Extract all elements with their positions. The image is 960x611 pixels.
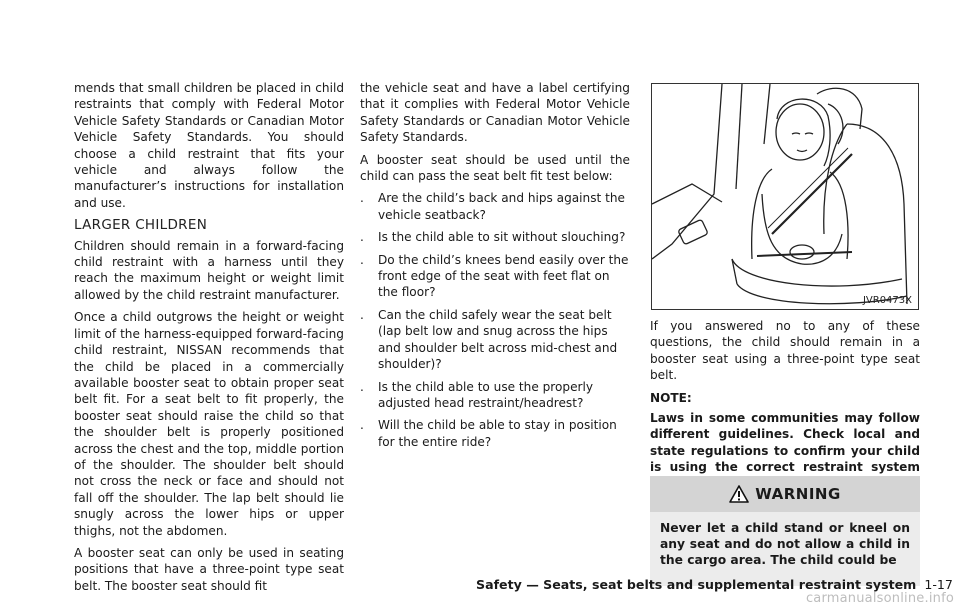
child-in-seat-drawing bbox=[652, 84, 918, 309]
warning-text: Never let a child stand or kneel on any seat and do not allow a child in the cargo area. The child could be bbox=[650, 512, 920, 586]
section-heading: LARGER CHILDREN bbox=[74, 217, 208, 234]
bullet-mark: . bbox=[360, 418, 364, 433]
list-item bbox=[360, 307, 630, 373]
bullet-mark: . bbox=[360, 191, 364, 206]
note-label: NOTE: bbox=[650, 390, 692, 405]
paragraph: the vehicle seat and have a label certifying that it complies with Federal Motor Vehicle Safety Standards or Canadian Motor Vehicle Safety Standards. bbox=[360, 81, 630, 145]
footer-section: Safety — Seats, seat belts and supplemental restraint system bbox=[476, 577, 917, 592]
warning-header bbox=[650, 476, 920, 512]
paragraph: mends that small children be placed in child restraints that comply with Federal Motor Vehicle Safety Standards or Canadian Motor Vehicle Safety Standards. You should choose a child restraint that fits your vehicle and always follow the manufacturer’s instructions for installation and use. bbox=[74, 81, 344, 210]
child-booster-seat-illustration bbox=[651, 83, 919, 310]
column-right bbox=[650, 318, 920, 492]
paragraph: A booster seat should be used until the child can pass the seat belt fit test below: bbox=[360, 152, 630, 184]
paragraph: If you answered no to any of these questions, the child should remain in a booster seat using a three-point type seat belt. bbox=[650, 319, 920, 383]
list-item bbox=[360, 190, 630, 223]
list-item bbox=[360, 229, 630, 245]
column-left bbox=[74, 80, 344, 600]
list-item bbox=[360, 252, 630, 301]
list-item-text: Is the child able to sit without slouching? bbox=[378, 230, 626, 245]
fit-test-list bbox=[360, 190, 630, 450]
page-footer bbox=[476, 577, 953, 592]
bullet-mark: . bbox=[360, 252, 364, 267]
list-item-text: Is the child able to use the properly adjusted head restraint/headrest? bbox=[378, 379, 594, 410]
list-item-text: Do the child’s knees bend easily over the front edge of the seat with feet flat on the floor? bbox=[378, 252, 629, 300]
paragraph: Children should remain in a forward-facing child restraint with a harness until they reach the maximum height or weight limit allowed by the child restraint manufacturer. bbox=[74, 238, 344, 302]
warning-box bbox=[650, 476, 920, 586]
warning-title: WARNING bbox=[755, 485, 841, 503]
list-item bbox=[360, 379, 630, 412]
watermark: carmanualsonline.info bbox=[805, 591, 954, 606]
warning-triangle-icon bbox=[729, 485, 749, 503]
paragraph: A booster seat can only be used in seating positions that have a three-point type seat belt. The booster seat should fit bbox=[74, 545, 344, 593]
bullet-mark: . bbox=[360, 379, 364, 394]
list-item-text: Can the child safely wear the seat belt (lap belt low and snug across the hips and shoulder belt across mid-chest and shoulder)? bbox=[378, 307, 618, 372]
column-middle bbox=[360, 80, 630, 456]
list-item-text: Are the child’s back and hips against the vehicle seatback? bbox=[378, 191, 625, 222]
note-text: Laws in some communities may follow different guidelines. Check local and state regulations to confirm your child is using the correct restraint system bbox=[650, 411, 920, 475]
page-number: 1-17 bbox=[924, 577, 953, 592]
figure-code: JVR0473X bbox=[862, 295, 912, 306]
paragraph: Once a child outgrows the height or weight limit of the harness-equipped forward-facing child restraint, NISSAN recommends that the child be placed in a commercially available booster seat to obtain proper seat belt fit. For a seat belt to fit properly, the booster seat should raise the child so that the shoulder belt is properly positioned across the chest and the top, middle portion of the shoulder. The shoulder belt should not cross the neck or face and should not fall off the shoulder. The lap belt should lie snugly across the lower hips or upper thighs, not the abdomen. bbox=[74, 310, 344, 538]
list-item-text: Will the child be able to stay in position for the entire ride? bbox=[378, 418, 617, 449]
list-item bbox=[360, 417, 630, 450]
bullet-mark: . bbox=[360, 230, 364, 245]
bullet-mark: . bbox=[360, 307, 364, 322]
